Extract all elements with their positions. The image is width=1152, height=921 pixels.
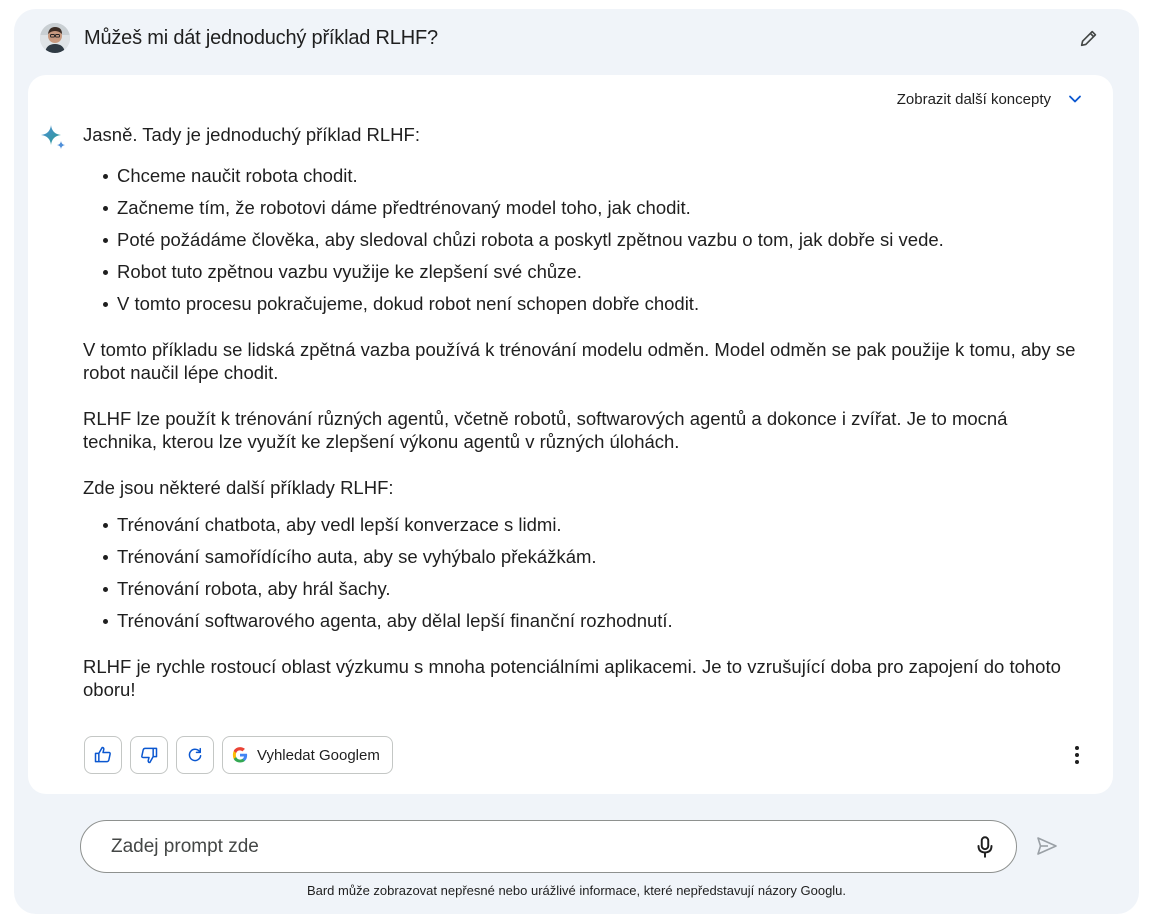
show-drafts-button[interactable]	[897, 88, 1083, 110]
google-g-icon	[231, 746, 249, 764]
sparkle-icon	[40, 124, 68, 152]
paragraph: RLHF lze použít k trénování různých agentů, včetně robotů, softwarových agentů a dokonce i zvířat. Je to mocná technika, kterou lze využít ke zlepšení výkonu agentů v různých úlohách.	[83, 408, 1008, 452]
more-vert-icon[interactable]	[1067, 742, 1087, 768]
response-intro: Jasně. Tady je jednoduchý příklad RLHF:	[83, 124, 420, 145]
google-search-label: Vyhledat Googlem	[257, 746, 380, 764]
list-item: Robot tuto zpětnou vazbu využije ke zlepšení své chůze.	[117, 260, 1083, 292]
user-prompt-row	[40, 23, 1120, 57]
prompt-input[interactable]	[109, 833, 949, 861]
show-drafts-label: Zobrazit další koncepty	[896, 90, 1051, 108]
list-item: Začneme tím, že robotovi dáme předtrénovaný model toho, jak chodit.	[117, 196, 1083, 228]
list-item: Trénování robota, aby hrál šachy.	[117, 577, 1083, 609]
list-item: Trénování chatbota, aby vedl lepší konverzace s lidmi.	[117, 513, 1083, 545]
send-icon[interactable]	[1035, 834, 1059, 858]
thumbs-up-button[interactable]	[84, 736, 122, 774]
paragraph: V tomto příkladu se lidská zpětná vazba používá k trénování modelu odměn. Model odměn se pak použije k tomu, aby se robot naučil lépe chodit.	[83, 339, 1076, 383]
microphone-icon[interactable]	[972, 834, 998, 860]
examples-list	[83, 513, 1083, 641]
user-avatar	[40, 23, 70, 53]
prompt-input-container	[80, 820, 1017, 873]
refresh-icon	[186, 746, 204, 764]
pencil-icon[interactable]	[1078, 27, 1100, 49]
response-body	[83, 123, 1083, 701]
google-search-button[interactable]	[222, 736, 393, 774]
list-item: Poté požádáme člověka, aby sledoval chůzi robota a poskytl zpětnou vazbu o tom, jak dobře si vede.	[117, 228, 1083, 260]
list-item: Chceme naučit robota chodit.	[117, 164, 1083, 196]
chat-window	[14, 9, 1139, 914]
thumbs-down-icon	[139, 745, 159, 765]
regenerate-button[interactable]	[176, 736, 214, 774]
response-actions	[84, 736, 393, 774]
response-card	[28, 75, 1113, 794]
paragraph: Zde jsou některé další příklady RLHF:	[83, 477, 394, 498]
steps-list	[83, 164, 1083, 324]
list-item: V tomto procesu pokračujeme, dokud robot není schopen dobře chodit.	[117, 292, 1083, 324]
disclaimer-text: Bard může zobrazovat nepřesné nebo urážlivé informace, které nepředstavují názory Googlu.	[306, 883, 847, 898]
list-item: Trénování samořídícího auta, aby se vyhýbalo překážkám.	[117, 545, 1083, 577]
thumbs-down-button[interactable]	[130, 736, 168, 774]
thumbs-up-icon	[93, 745, 113, 765]
closing-paragraph: RLHF je rychle rostoucí oblast výzkumu s mnoha potenciálními aplikacemi. Je to vzrušující doba pro zapojení do tohoto oboru!	[83, 656, 1061, 700]
chevron-down-icon	[1067, 91, 1083, 107]
user-prompt-text: Můžeš mi dát jednoduchý příklad RLHF?	[84, 27, 438, 49]
list-item: Trénování softwarového agenta, aby dělal lepší finanční rozhodnutí.	[117, 609, 1083, 641]
